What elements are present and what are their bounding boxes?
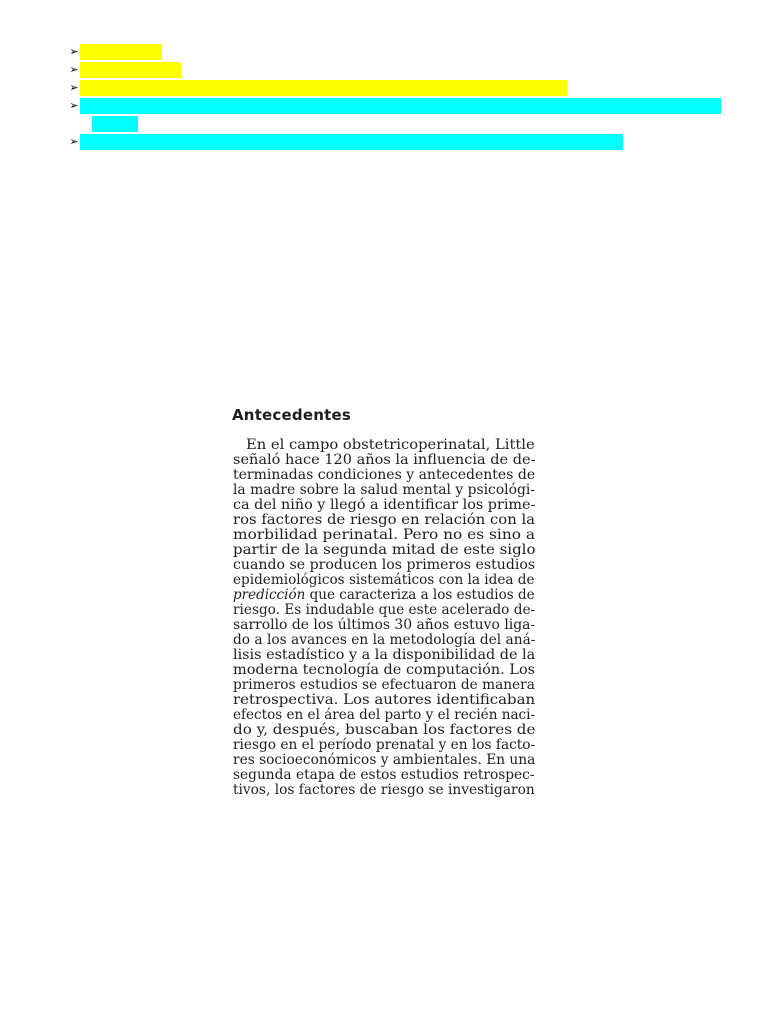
highlight-bar bbox=[80, 62, 181, 78]
bullet-item-5 bbox=[68, 134, 628, 150]
highlight-bar bbox=[80, 44, 162, 60]
article-line: cuando se producen los primeros estudios bbox=[233, 557, 536, 573]
arrow-bullet-icon: ➢ bbox=[69, 45, 79, 58]
italic-term: predicción bbox=[233, 587, 306, 603]
article-line: segunda etapa de estos estudios retrospec- bbox=[233, 767, 535, 783]
article-line: morbilidad perinatal. Pero no es sino a bbox=[233, 527, 536, 543]
article-line: riesgo. Es indudable que este acelerado de- bbox=[233, 602, 536, 618]
highlight-bar bbox=[80, 134, 623, 150]
article-line: la madre sobre la salud mental y psicológi- bbox=[233, 482, 535, 498]
article-line: riesgo en el período prenatal y en los facto- bbox=[233, 737, 536, 753]
article-line: señaló hace 120 años la influencia de de- bbox=[233, 452, 536, 468]
bullet-item-4 bbox=[68, 98, 724, 134]
article-line-rest: que caracteriza a los estudios de bbox=[305, 587, 535, 603]
article-line-italic bbox=[233, 588, 535, 603]
article-line: epidemiológicos sistemáticos con la idea de bbox=[233, 572, 535, 588]
article-line: ca del niño y llegó a identificar los prime- bbox=[233, 497, 536, 513]
article-line: partir de la segunda mitad de este siglo bbox=[233, 542, 536, 558]
article-line: En el campo obstetricoperinatal, Little bbox=[246, 437, 535, 453]
article-line: primeros estudios se efectuaron de manera bbox=[233, 677, 535, 693]
article-line: tivos, los factores de riesgo se investigaron bbox=[233, 782, 535, 798]
bullet-item-3 bbox=[68, 80, 568, 96]
arrow-bullet-icon: ➢ bbox=[69, 81, 79, 94]
article-line: retrospectiva. Los autores identificaban bbox=[233, 692, 536, 708]
bullet-item-1 bbox=[68, 44, 168, 60]
arrow-bullet-icon: ➢ bbox=[69, 99, 79, 112]
scanned-article bbox=[224, 404, 544, 798]
article-heading: Antecedentes bbox=[232, 406, 351, 424]
article-line: moderna tecnología de computación. Los bbox=[233, 662, 536, 678]
bullet-item-2 bbox=[68, 62, 188, 78]
article-line: res socioeconómicos y ambientales. En una bbox=[233, 752, 536, 768]
arrow-bullet-icon: ➢ bbox=[69, 135, 79, 148]
article-line: lisis estadístico y a la disponibilidad de la bbox=[233, 647, 536, 663]
article-line: do a los avances en la metodología del aná- bbox=[233, 632, 536, 648]
highlight-bar bbox=[80, 80, 567, 96]
arrow-bullet-icon: ➢ bbox=[69, 63, 79, 76]
article-line: efectos en el área del parto y el recién naci- bbox=[233, 707, 536, 723]
article-line: sarrollo de los últimos 30 años estuvo liga- bbox=[233, 617, 536, 633]
article-line: terminadas condiciones y antecedentes de bbox=[233, 467, 536, 483]
highlight-bar bbox=[80, 98, 721, 114]
highlight-bar-continuation bbox=[92, 116, 138, 132]
article-line: ros factores de riesgo en relación con la bbox=[233, 512, 536, 528]
article-line: do y, después, buscaban los factores de bbox=[233, 722, 536, 738]
